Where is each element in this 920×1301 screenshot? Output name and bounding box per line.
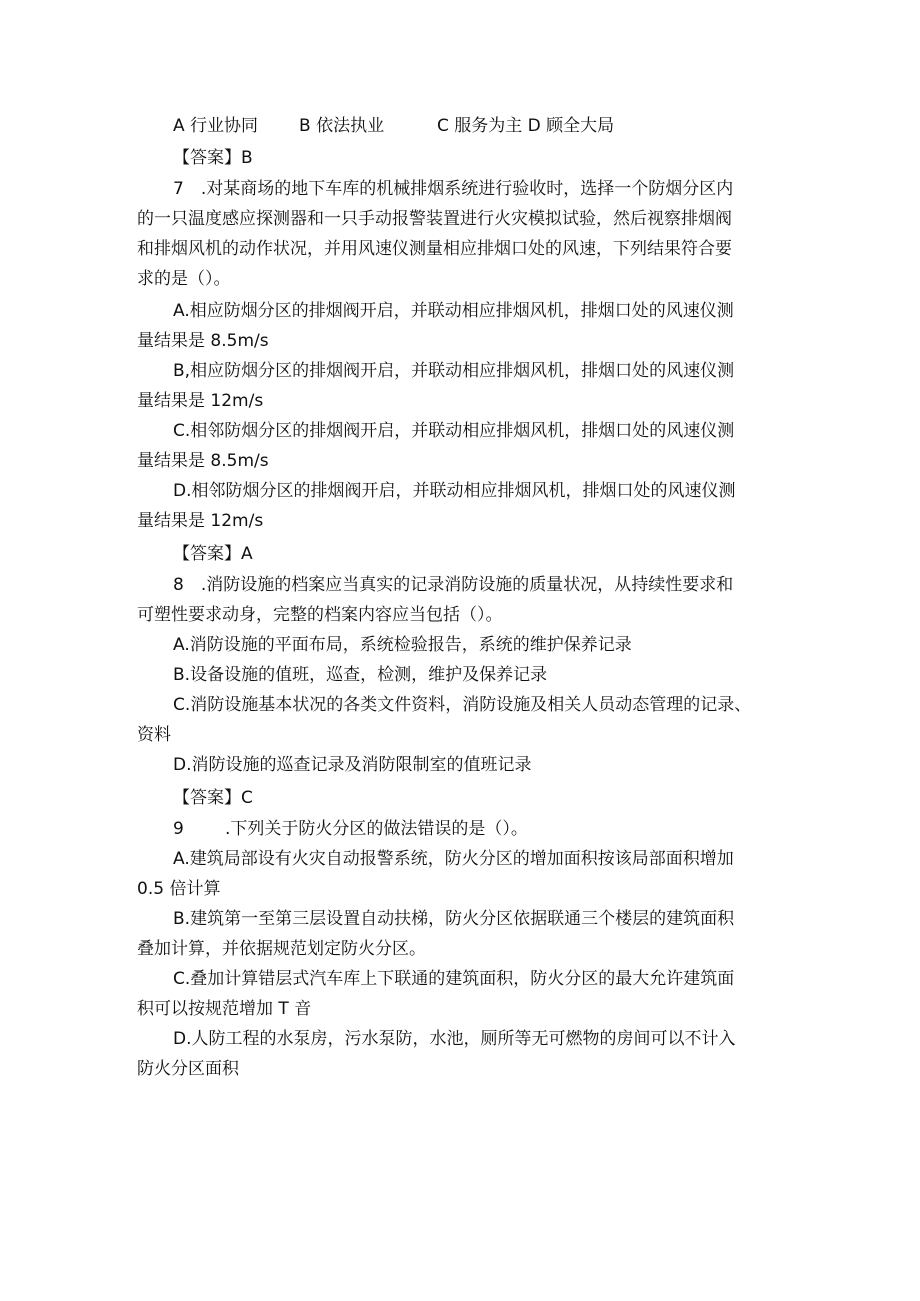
q8-option-a: A.消防设施的平面布局，系统检验报告，系统的维护保养记录 <box>173 635 632 655</box>
q9-option-b-line-2: 叠加计算，并依据规范划定防火分区。 <box>137 939 426 959</box>
q9-number: 9 <box>173 819 184 839</box>
question-9 <box>137 814 787 1084</box>
q9-option-c-line-1: C.叠加计算错层式汽车库上下联通的建筑面积，防火分区的最大允许建筑面 <box>173 969 735 989</box>
q6-option-a: A 行业协同 <box>173 116 259 136</box>
q7-option-a-line-1: A.相应防烟分区的排烟阀开启，并联动相应排烟风机，排烟口处的风速仪测 <box>173 301 734 321</box>
q8-answer: 【答案】C <box>173 788 253 808</box>
question-7 <box>137 174 787 536</box>
q7-stem-line-4: 求的是（）。 <box>137 269 231 289</box>
q9-option-d-line-2: 防火分区面积 <box>137 1059 239 1079</box>
q9-stem-text: .下列关于防火分区的做法错误的是（）。 <box>225 819 528 839</box>
q9-option-a-line-2: 0.5 倍计算 <box>137 879 221 899</box>
q7-stem-line-1: 7 .对某商场的地下车库的机械排烟系统进行验收时，选择一个防烟分区内 <box>173 179 734 199</box>
q8-option-c-line-2: 资料 <box>137 725 171 745</box>
q8-option-b: B.设备设施的值班，巡查，检测，维护及保养记录 <box>173 665 548 685</box>
q7-stem-line-3: 和排烟风机的动作状况，并用风速仪测量相应排烟口处的风速，下列结果符合要 <box>137 239 732 259</box>
document-content <box>137 110 787 1086</box>
q6-answer: 【答案】B <box>173 148 253 168</box>
q6-option-b: B 依法执业 <box>299 116 385 136</box>
q7-option-c-line-2: 量结果是 8.5m∕s <box>137 451 269 471</box>
q8-option-d: D.消防设施的巡查记录及消防限制室的值班记录 <box>173 755 532 775</box>
q9-option-c-line-2: 积可以按规范增加 T 音 <box>137 999 312 1019</box>
q7-option-b-line-1: B,相应防烟分区的排烟阀开启，并联动相应排烟风机，排烟口处的风速仪测 <box>173 361 735 381</box>
q7-option-d-line-2: 量结果是 12m∕s <box>137 511 264 531</box>
q7-option-d-line-1: D.相邻防烟分区的排烟阀开启，并联动相应排烟风机，排烟口处的风速仪测 <box>173 481 736 501</box>
q7-stem-line-2: 的一只温度感应探测器和一只手动报警装置进行火灾模拟试验，然后视察排烟阀 <box>137 209 732 229</box>
question-8 <box>137 570 787 780</box>
q7-option-c-line-1: C.相邻防烟分区的排烟阀开启，并联动相应排烟风机，排烟口处的风速仪测 <box>173 421 735 441</box>
q9-option-d-line-1: D.人防工程的水泵房，污水泵防，水池，厕所等无可燃物的房间可以不计入 <box>173 1029 736 1049</box>
q7-option-a-line-2: 量结果是 8.5m∕s <box>137 331 269 351</box>
q9-stem <box>137 814 787 844</box>
q7-option-b-line-2: 量结果是 12m∕s <box>137 391 264 411</box>
q8-option-c-line-1: C.消防设施基本状况的各类文件资料，消防设施及相关人员动态管理的记录、 <box>173 695 752 715</box>
q8-stem-line-1: 8 .消防设施的档案应当真实的记录消防设施的质量状况，从持续性要求和 <box>173 575 734 595</box>
q6-options <box>137 110 787 142</box>
q9-option-b-line-1: B.建筑第一至第三层设置自动扶梯，防火分区依据联通三个楼层的建筑面积 <box>173 909 735 929</box>
q8-stem-line-2: 可塑性要求动身，完整的档案内容应当包括（）。 <box>137 605 503 625</box>
q6-option-cd: C 服务为主 D 顾全大局 <box>437 116 615 136</box>
q9-option-a-line-1: A.建筑局部设有火灾自动报警系统，防火分区的增加面积按该局部面积增加 <box>173 849 734 869</box>
q7-answer: 【答案】A <box>173 544 253 564</box>
